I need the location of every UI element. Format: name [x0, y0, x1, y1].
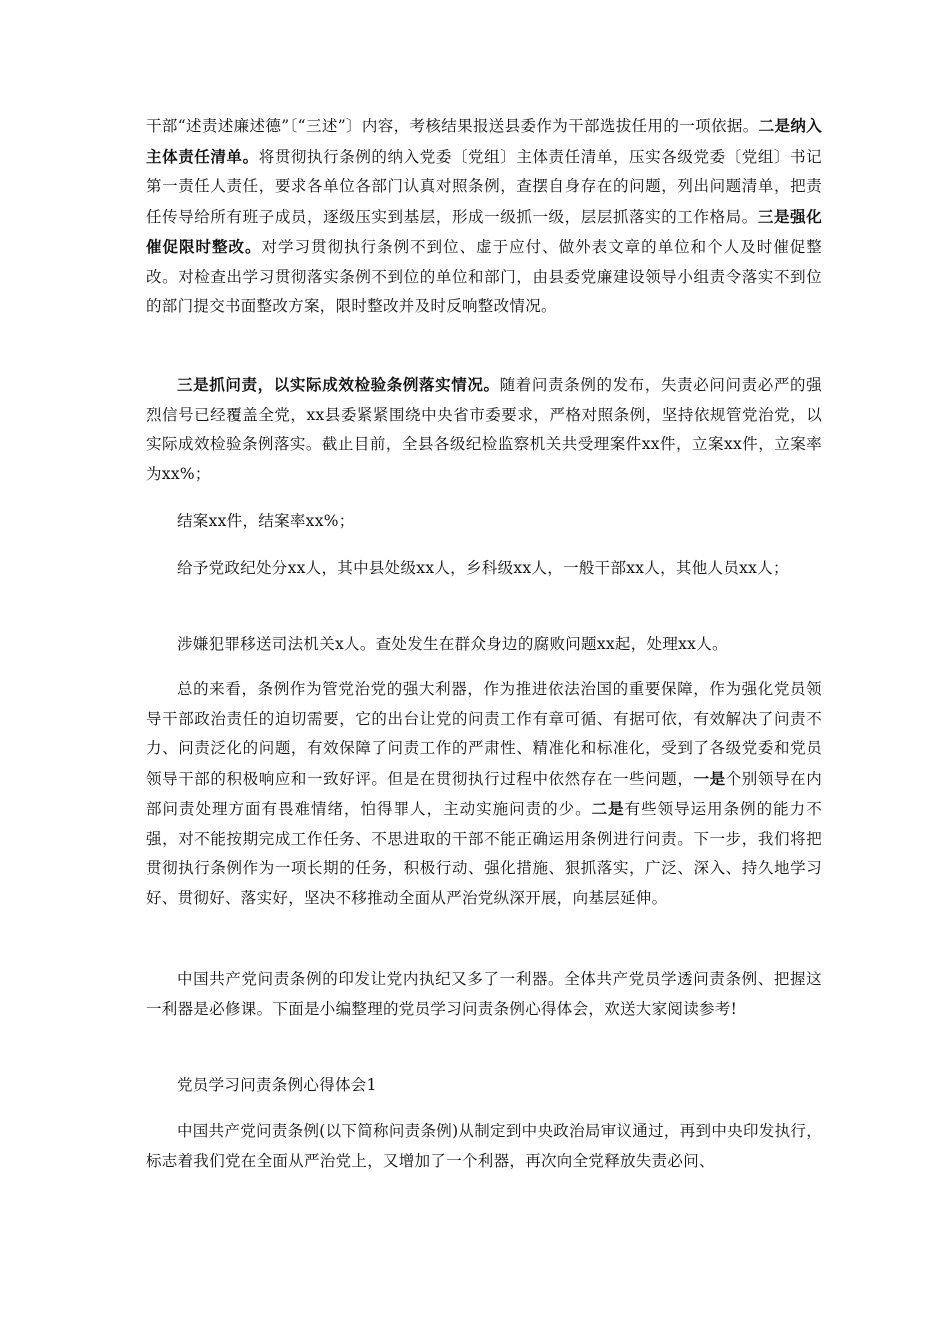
text-segment: 有些领导运用条例的能力不强，对不能按期完成工作任务、不思进取的干部不能正确运用条例进行问责。下一步，我们将把贯彻执行条例作为一项长期的任务，积极行动、强化措施、狠抓落实，广泛、深入、持久地学习好、贯彻好、落实好，坚决不移推动全面从严治党纵深开展，向基层延伸。: [146, 800, 822, 907]
text-segment: 将贯彻执行条例的纳入党委〔党组〕主体责任清单，压实各级党委〔党组〕书记第一责任人责任，要求各单位各部门认真对照条例，查摆自身存在的问题，列出问题清单，把责任传导给所有班子成员，逐级压实到基层，形成一级抓一级，层层抓落实的工作格局。: [146, 147, 822, 226]
text-segment: 党员学习问责条例心得体会1: [177, 1076, 377, 1094]
text-segment: 干部“述责述廉述德”〔“三述”〕内容，考核结果报送县委作为干部选拔任用的一项依据。: [146, 117, 759, 135]
paragraph-introduction: [146, 965, 822, 1024]
text-segment: 给予党政纪处分xx人，其中县处级xx人，乡科级xx人，一般干部xx人，其他人员xx人；: [177, 559, 789, 577]
text-segment: 中国共产党问责条例(以下简称问责条例)从制定到中央政治局审议通过，再到中央印发执行，标志着我们党在全面从严治党上，又增加了一个利器，再次向全党释放失责必问、: [146, 1122, 822, 1170]
paragraph-regulation-overview: [146, 1117, 822, 1176]
paragraph-accountability-results: [146, 370, 822, 489]
text-segment: 个别领导在内部问责处理方面有畏难情绪，怕得罪人，主动实施问责的少。: [146, 769, 822, 818]
paragraph-judicial-transfer: [146, 630, 822, 660]
bold-heading: 三是强化催促限时整改。: [146, 206, 822, 256]
text-segment: 对学习贯彻执行条例不到位、虚于应付、做外表文章的单位和个人及时催促整改。对检查出学习贯彻落实条例不到位的单位和部门，由县委党廉建设领导小组责令落实不到位的部门提交书面整改方案，限时整改并及时反响整改情况。: [146, 238, 823, 315]
bold-heading: 三是抓问责，以实际成效检验条例落实情况。: [177, 375, 500, 394]
bold-heading: 二是: [591, 799, 625, 818]
bold-heading: 二是纳入主体责任清单。: [146, 116, 823, 166]
bold-heading: 一是: [693, 768, 726, 788]
paragraph-assessment-and-responsibility: [146, 111, 822, 322]
text-segment: 中国共产党问责条例的印发让党内执纪又多了一利器。全体共产党员学透问责条例、把握这一利器是必修课。下面是小编整理的党员学习问责条例心得体会，欢送大家阅读参考!: [146, 970, 822, 1018]
text-segment: 涉嫌犯罪移送司法机关x人。查处发生在群众身边的腐败问题xx起，处理xx人。: [177, 635, 728, 653]
paragraph-summary: [146, 675, 822, 913]
text-segment: 随着问责条例的发布，失责必问问责必严的强烈信号已经覆盖全党，xx县委紧紧围绕中央省市委要求，严格对照条例，坚持依规管党治党，以实际成效检验条例落实。截止目前，全县各级纪检监察机关共受理案件xx件，立案xx件，立案率为xx%；: [146, 376, 822, 483]
text-segment: 总的来看，条例作为管党治党的强大利器，作为推进依法治国的重要保障，作为强化党员领导干部政治责任的迫切需要，它的出台让党的问责工作有章可循、有据可依，有效解决了问责不力、问责泛化的问题，有效保障了问责工作的严肃性、精准化和标准化，受到了各级党委和党员领导干部的积极响应和一致好评。但是在贯彻执行过程中依然存在一些问题，: [146, 680, 822, 788]
paragraph-closed-cases: [146, 507, 822, 537]
section-title: [146, 1071, 822, 1101]
paragraph-disciplinary-sanctions: [146, 554, 822, 584]
text-segment: 结案xx件，结案率xx%；: [177, 512, 355, 530]
